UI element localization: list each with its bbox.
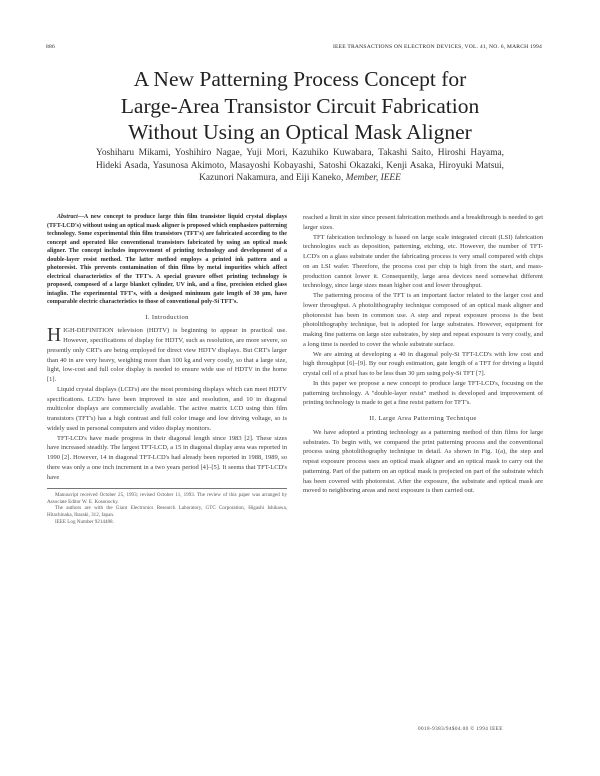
body-paragraph: We are aiming at developing a 40 in diagonal poly-Si TFT-LCD's with low cost and high throughput [6]–[9]. By our rough estimation, gate length of a TFT for driving a liquid crystal cell of a pixel has to be less than 30 µm using poly-Si TFT [7].: [303, 350, 543, 377]
body-paragraph: TFT-LCD's have made progress in their diagonal length since 1983 [2]. These sizes have increased steadily. The largest TFT-LCD, a 15 in diagonal display area was reported in 1990 [2]. However, 14 in diagonal TFT-LCD's had already been reported in 1988, 1989, so there was only a one inch increment in a two years period [4]–[5]. It seems that TFT-LCD's have: [47, 434, 287, 481]
right-column: [303, 213, 543, 496]
section-heading: I. Introduction: [145, 313, 189, 321]
abstract: [47, 213, 287, 307]
abstract-text: —A new concept to produce large thin film transistor liquid crystal displays (TFT-LCD's) without using an optical mask aligner is proposed which emphasizes patterning technology. Some experimental thin film transistors (TFT's) are fabricated according to the concept and operated like conventional transistors fabricated by using an optical mask aligner. The concept includes improvement of printing technology and development of a double-layer resist method. The latter method employs a printed ink pattern and a photoresist. This prevents contamination of thin films by metal impurities which affect electrical characteristics of the TFT's. A special gravure offset printing technology is proposed, composed of a large blanket cylinder, UV ink, and a fine, precision etched glass intaglio. The experimental TFT's, with a designed minimum gate length of 30 µm, have comparable electric characteristics to those of conventional poly-Si TFT's.: [47, 214, 287, 305]
left-column: [47, 213, 287, 525]
body-paragraph: [47, 326, 287, 385]
author-membership: Member, IEEE: [345, 173, 401, 184]
footnote-affiliation: The authors are with the Giant Electronics Research Laboratory, GTC Corporation, Higashi Ishikawa, Hitachinaka, Ibaraki, 312, Japan.: [47, 505, 287, 519]
abstract-label: Abstract: [57, 214, 78, 220]
title-line: Without Using an Optical Mask Aligner: [128, 120, 472, 144]
body-paragraph: Liquid crystal displays (LCD's) are the most promising displays which can meet HDTV specifications. LCD's have been improved in size and resolution, and 10 in diagonal multicolor displays are commercially available. The active matrix LCD using thin film transistors (TFT's) has a high contrast and full color image and low driving voltage, so is widely used in personal computers and video display monitors.: [47, 385, 287, 432]
paper-title: [40, 66, 560, 146]
title-line: Large-Area Transistor Circuit Fabrication: [120, 93, 480, 118]
section-heading: II. Large Area Patterning Technique: [369, 415, 477, 422]
running-header: [46, 44, 542, 56]
footnote: [47, 488, 287, 525]
body-paragraph: We have adopted a printing technology as a patterning method of thin films for large substrates. To begin with, we compared the print patterning process and the conventional process using photolithography technique in detail. As shown in Fig. 1(a), the step and repeat exposure process uses an optical mask aligner and an optical mask to carry out the patterning. Part of the pattern on an optical mask is projected on part of the substrate which has been covered with photoresist. After the exposure, the substrate and optical mask are moved to neighboring areas and next exposure is then carried out.: [303, 428, 543, 495]
paragraph-text: IGH-DEFINITION television (HDTV) is beginning to appear in practical use. However, specifications of display for HDTV, such as resolution, are more severe, so presently only CRT's are being employed for direct view HDTV displays. But CRT's larger than 40 in are very heavy, weighing more than 100 kg and very costly, so that a large size, light, low-cost and full color display is needed to ensure wide use of HDTV in the home [1].: [47, 327, 287, 383]
drop-cap: H: [47, 325, 62, 347]
page-number: 886: [46, 44, 55, 50]
body-paragraph: In this paper we propose a new concept to produce large TFT-LCD's, focusing on the patterning technology. A "double-layer resist" method is developed and improvement of printing technology is made to get a fine resist pattern for TFT's.: [303, 379, 543, 407]
body-paragraph: TFT fabrication technology is based on large scale integrated circuit (LSI) fabrication technologies such as deposition, patterning, etching, etc. However, the number of TFT-LCD's on a glass substrate under the fabricating process is very small compared with chips on an LSI wafer. Therefore, the process cost per chip is high from the start, and mass-production cannot lower it. Consequently, large area devices need somewhat different technology, since large sizes mean higher cost and lower throughput.: [303, 233, 543, 290]
title-line: A New Patterning Process Concept for: [133, 67, 467, 91]
footnote-received: Manuscript received October 25, 1993; revised October 11, 1993. The review of this paper was arranged by Associate Editor W. E. Kosonocky.: [47, 492, 287, 505]
author-names: Yoshiharu Mikami, Yoshihiro Nagae, Yuji Mori, Kazuhiko Kuwabara, Takashi Saito, Hiroshi Hayama, Hideki Asada, Yasunosa Akimoto, Masayoshi Kobayashi, Satoshi Okazaki, Kenji Asaka, Hiroyuki Matsui, Kazunori Nakamura, and Eiji Kaneko,: [96, 148, 504, 184]
copyright-line: 0018-9383/94$04.00 © 1994 IEEE: [418, 726, 503, 732]
footnote-ieee-log: IEEE Log Number 9214488.: [55, 518, 114, 525]
body-paragraph: reached a limit in size since present fabrication methods and a breakthrough is needed to get larger sizes.: [303, 214, 543, 231]
body-paragraph: The patterning process of the TFT is an important factor related to the larger cost and lower throughput. A photolithography technique composed of an optical mask aligner and photoresist has been in common use. A step and repeat exposure process is the best photolithography technique, but is adopted for large substrates. However, equipment for making fine patterns on large size substrates, by step and repeat exposure is very costly, and a long time is needed to cover the whole substrate surface.: [303, 292, 543, 348]
journal-name: IEEE TRANSACTIONS ON ELECTRON DEVICES, VOL. 41, NO. 6, MARCH 1994: [332, 44, 542, 50]
author-list: [96, 147, 504, 185]
